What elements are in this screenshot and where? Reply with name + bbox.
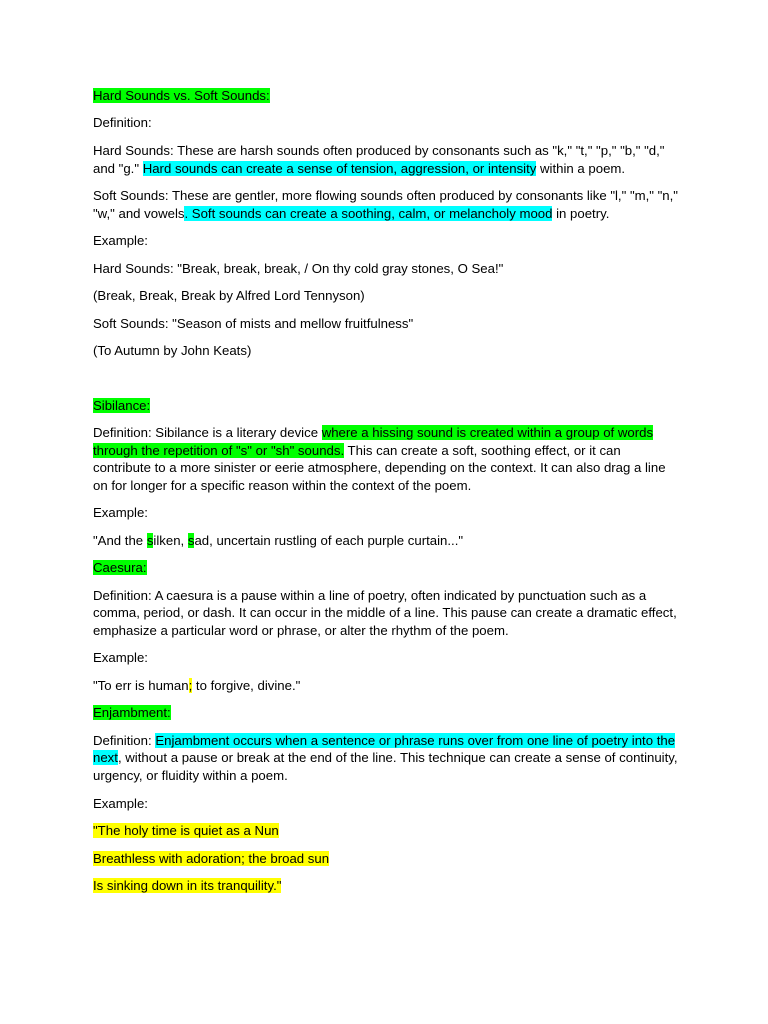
poem-line-text: Is sinking down in its tranquility." bbox=[93, 878, 282, 893]
poem-line-text: "The holy time is quiet as a Nun bbox=[93, 823, 279, 839]
soft-sounds-text: Soft Sounds: These are gentler, more flowing sounds often produced by consonants like "l," "m," "n," "w," and vowels bbox=[93, 188, 678, 221]
poem-line bbox=[93, 877, 678, 895]
sibilance-example bbox=[93, 532, 678, 550]
poem-line bbox=[93, 850, 678, 868]
sibilance-s-highlight: s bbox=[187, 532, 195, 548]
section-spacer bbox=[93, 370, 678, 397]
heading-caesura bbox=[93, 559, 678, 577]
soft-sounds-source: (To Autumn by John Keats) bbox=[93, 343, 252, 359]
caesura-ex-part: to forgive, divine." bbox=[192, 677, 301, 693]
example-label: Example: bbox=[93, 505, 148, 521]
soft-sounds-tail: in poetry. bbox=[552, 205, 610, 221]
heading-enjambment-text: Enjambment: bbox=[93, 705, 171, 721]
poem-line-text: Breathless with adoration; the broad sun bbox=[93, 850, 330, 866]
definition-label: Definition: bbox=[93, 115, 152, 131]
soft-sounds-example: Soft Sounds: "Season of mists and mellow fruitfulness" bbox=[93, 315, 414, 331]
hard-sounds-source: (Break, Break, Break by Alfred Lord Tennyson) bbox=[93, 288, 365, 304]
sibilance-s-highlight: s bbox=[146, 532, 154, 548]
poem-line bbox=[93, 822, 678, 840]
hard-sounds-definition bbox=[93, 142, 678, 177]
example-label: Example: bbox=[93, 233, 148, 249]
example-label: Example: bbox=[93, 650, 148, 666]
hard-sounds-tail: within a poem. bbox=[536, 160, 626, 176]
soft-sounds-definition bbox=[93, 187, 678, 222]
sibilance-definition bbox=[93, 424, 678, 494]
sibilance-ex-part: ilken, bbox=[153, 532, 188, 548]
sibilance-ex-part: ad, uncertain rustling of each purple curtain..." bbox=[194, 532, 464, 548]
sibilance-def-tail: This can create a soft, soothing effect, or it can contribute to a more sinister or eerie atmosphere, depending on the context. It can also drag a line on for longer for a specific reason within the context of the poem. bbox=[93, 442, 666, 493]
hard-sounds-text: Hard Sounds: These are harsh sounds often produced by consonants such as "k," "t," "p," "b," "d," and "g." bbox=[93, 142, 665, 176]
heading-hard-soft-text: Hard Sounds vs. Soft Sounds: bbox=[93, 88, 270, 103]
caesura-ex-part: "To err is human bbox=[93, 677, 189, 693]
caesura-definition: Definition: A caesura is a pause within a line of poetry, often indicated by punctuation such as a comma, period, or dash. It can occur in the middle of a line. This pause can create a dramatic effect, emphasize a particular word or phrase, or alter the rhythm of the poem. bbox=[93, 587, 677, 638]
soft-sounds-highlight: . Soft sounds can create a soothing, calm, or melancholy mood bbox=[184, 205, 553, 221]
enjambment-def-label: Definition: bbox=[93, 732, 156, 748]
example-label: Example: bbox=[93, 795, 148, 811]
caesura-example bbox=[93, 677, 678, 695]
document-body bbox=[93, 87, 678, 904]
enjambment-def-tail: , without a pause or break at the end of the line. This technique can create a sense of continuity, urgency, or fluidity within a poem. bbox=[93, 750, 678, 784]
sibilance-ex-part: "And the bbox=[93, 532, 147, 548]
caesura-semicolon-highlight: ; bbox=[188, 677, 193, 693]
sibilance-def-highlight: where a hissing sound is created within a group of words through the repetition of "s" or "sh" sounds. bbox=[93, 425, 654, 458]
heading-enjambment bbox=[93, 704, 678, 722]
heading-sibilance-text: Sibilance: bbox=[93, 397, 151, 413]
enjambment-def-highlight: Enjambment occurs when a sentence or phrase runs over from one line of poetry into the next bbox=[93, 732, 676, 766]
heading-hard-soft bbox=[93, 87, 678, 105]
heading-caesura-text: Caesura: bbox=[93, 560, 147, 576]
heading-sibilance bbox=[93, 397, 678, 415]
hard-sounds-highlight: Hard sounds can create a sense of tension, aggression, or intensity bbox=[142, 160, 537, 176]
enjambment-definition bbox=[93, 732, 678, 785]
sibilance-def-text: Definition: Sibilance is a literary device bbox=[93, 425, 322, 441]
hard-sounds-example: Hard Sounds: "Break, break, break, / On thy cold gray stones, O Sea!" bbox=[93, 260, 504, 276]
